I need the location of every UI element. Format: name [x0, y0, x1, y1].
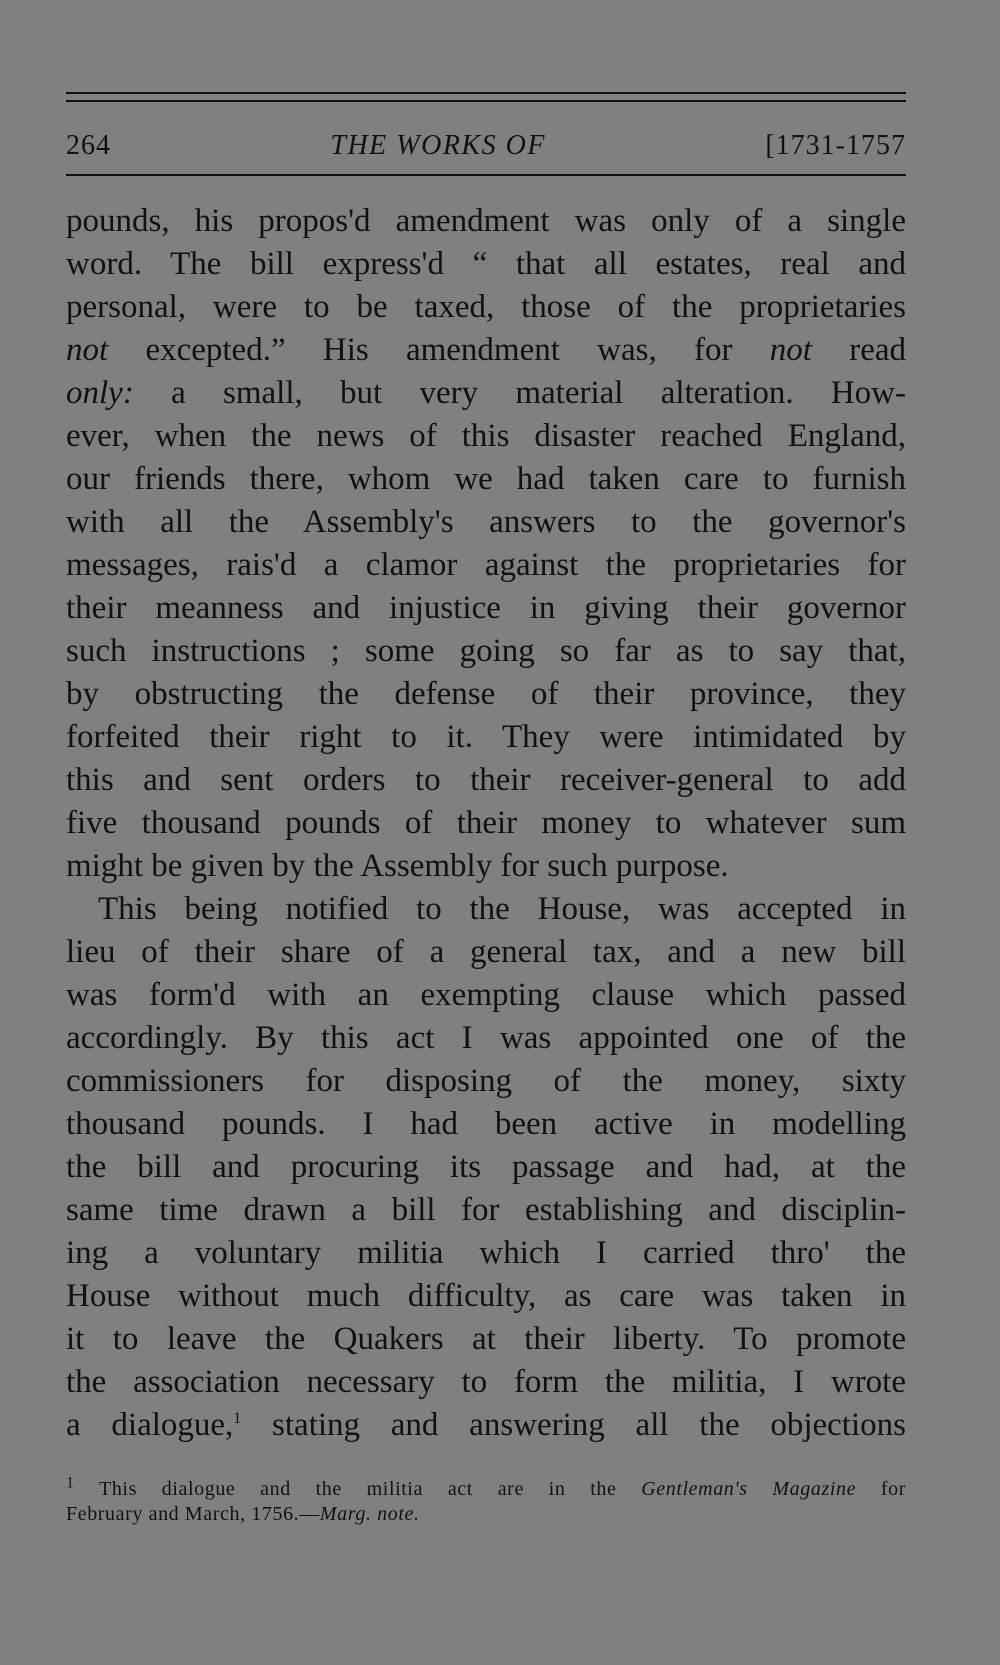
text-line: House without much difficulty, as care was taken in	[66, 1278, 906, 1314]
text-span: a small, but very material alteration. How-	[133, 375, 906, 411]
text-line: personal, were to be taxed, those of the proprietaries	[66, 289, 906, 325]
text-line: commissioners for disposing of the money, sixty	[66, 1063, 906, 1099]
text-line: our friends there, whom we had taken care to furnish	[66, 461, 906, 497]
paragraph-1	[66, 200, 906, 888]
footnote-line	[66, 1474, 907, 1502]
text-line	[66, 329, 906, 372]
header-rule	[66, 174, 906, 176]
italic-word: not	[66, 332, 109, 368]
text-line: with all the Assembly's answers to the governor's	[66, 504, 906, 540]
italic-title: Gentleman's Magazine	[641, 1478, 857, 1500]
italic-word: not	[769, 332, 812, 368]
book-page	[66, 92, 906, 1527]
text-line: their meanness and injustice in giving their governor	[66, 590, 906, 626]
text-span: for	[856, 1478, 907, 1500]
text-line	[66, 372, 906, 415]
text-line: might be given by the Assembly for such purpose.	[66, 848, 729, 884]
page-number: 264	[66, 130, 111, 161]
body-text	[66, 200, 906, 1447]
text-line: it to leave the Quakers at their liberty. To promote	[66, 1321, 906, 1357]
text-line: thousand pounds. I had been active in modelling	[66, 1106, 906, 1142]
footnote-line	[66, 1502, 906, 1527]
text-line	[66, 1404, 906, 1447]
top-double-rule	[66, 92, 906, 102]
text-line: ing a voluntary militia which I carried thro' the	[66, 1235, 906, 1271]
running-title: THE WORKS OF	[330, 130, 546, 161]
text-line: five thousand pounds of their money to whatever sum	[66, 805, 906, 841]
text-span: a dialogue,	[66, 1407, 234, 1443]
italic-note: Marg. note.	[319, 1503, 420, 1525]
text-span: This dialogue and the militia act are in the	[74, 1478, 642, 1500]
text-line: was form'd with an exempting clause which passed	[66, 977, 906, 1013]
year-range: [1731-1757	[765, 130, 906, 161]
text-line: ever, when the news of this disaster reached England,	[66, 418, 906, 454]
footnote	[66, 1474, 907, 1527]
text-line: word. The bill express'd “ that all estates, real and	[66, 246, 906, 282]
text-line: same time drawn a bill for establishing and disciplin-	[66, 1192, 906, 1228]
text-line: pounds, his propos'd amendment was only of a single	[66, 203, 906, 239]
running-header	[66, 130, 906, 172]
text-line: the bill and procuring its passage and had, at the	[66, 1149, 906, 1185]
text-line: this and sent orders to their receiver-general to add	[66, 762, 906, 798]
text-span: February and March, 1756.—	[66, 1503, 320, 1525]
italic-word: only:	[66, 375, 134, 411]
text-line: the association necessary to form the militia, I wrote	[66, 1364, 906, 1400]
text-span: stating and answering all the objections	[241, 1407, 906, 1443]
text-line: lieu of their share of a general tax, and a new bill	[66, 934, 906, 970]
text-line: by obstructing the defense of their province, they	[66, 676, 906, 712]
text-line: accordingly. By this act I was appointed one of the	[66, 1020, 906, 1056]
text-line: such instructions ; some going so far as to say that,	[66, 633, 906, 669]
text-line: This being notified to the House, was accepted in	[98, 891, 906, 927]
paragraph-2	[66, 888, 906, 1447]
footnote-marker: 1	[66, 1474, 75, 1492]
footnote-reference: 1	[233, 1410, 242, 1427]
text-line: messages, rais'd a clamor against the proprietaries for	[66, 547, 906, 583]
text-line: forfeited their right to it. They were intimidated by	[66, 719, 906, 755]
text-span: excepted.” His amendment was, for	[108, 332, 770, 368]
text-span: read	[811, 332, 906, 368]
